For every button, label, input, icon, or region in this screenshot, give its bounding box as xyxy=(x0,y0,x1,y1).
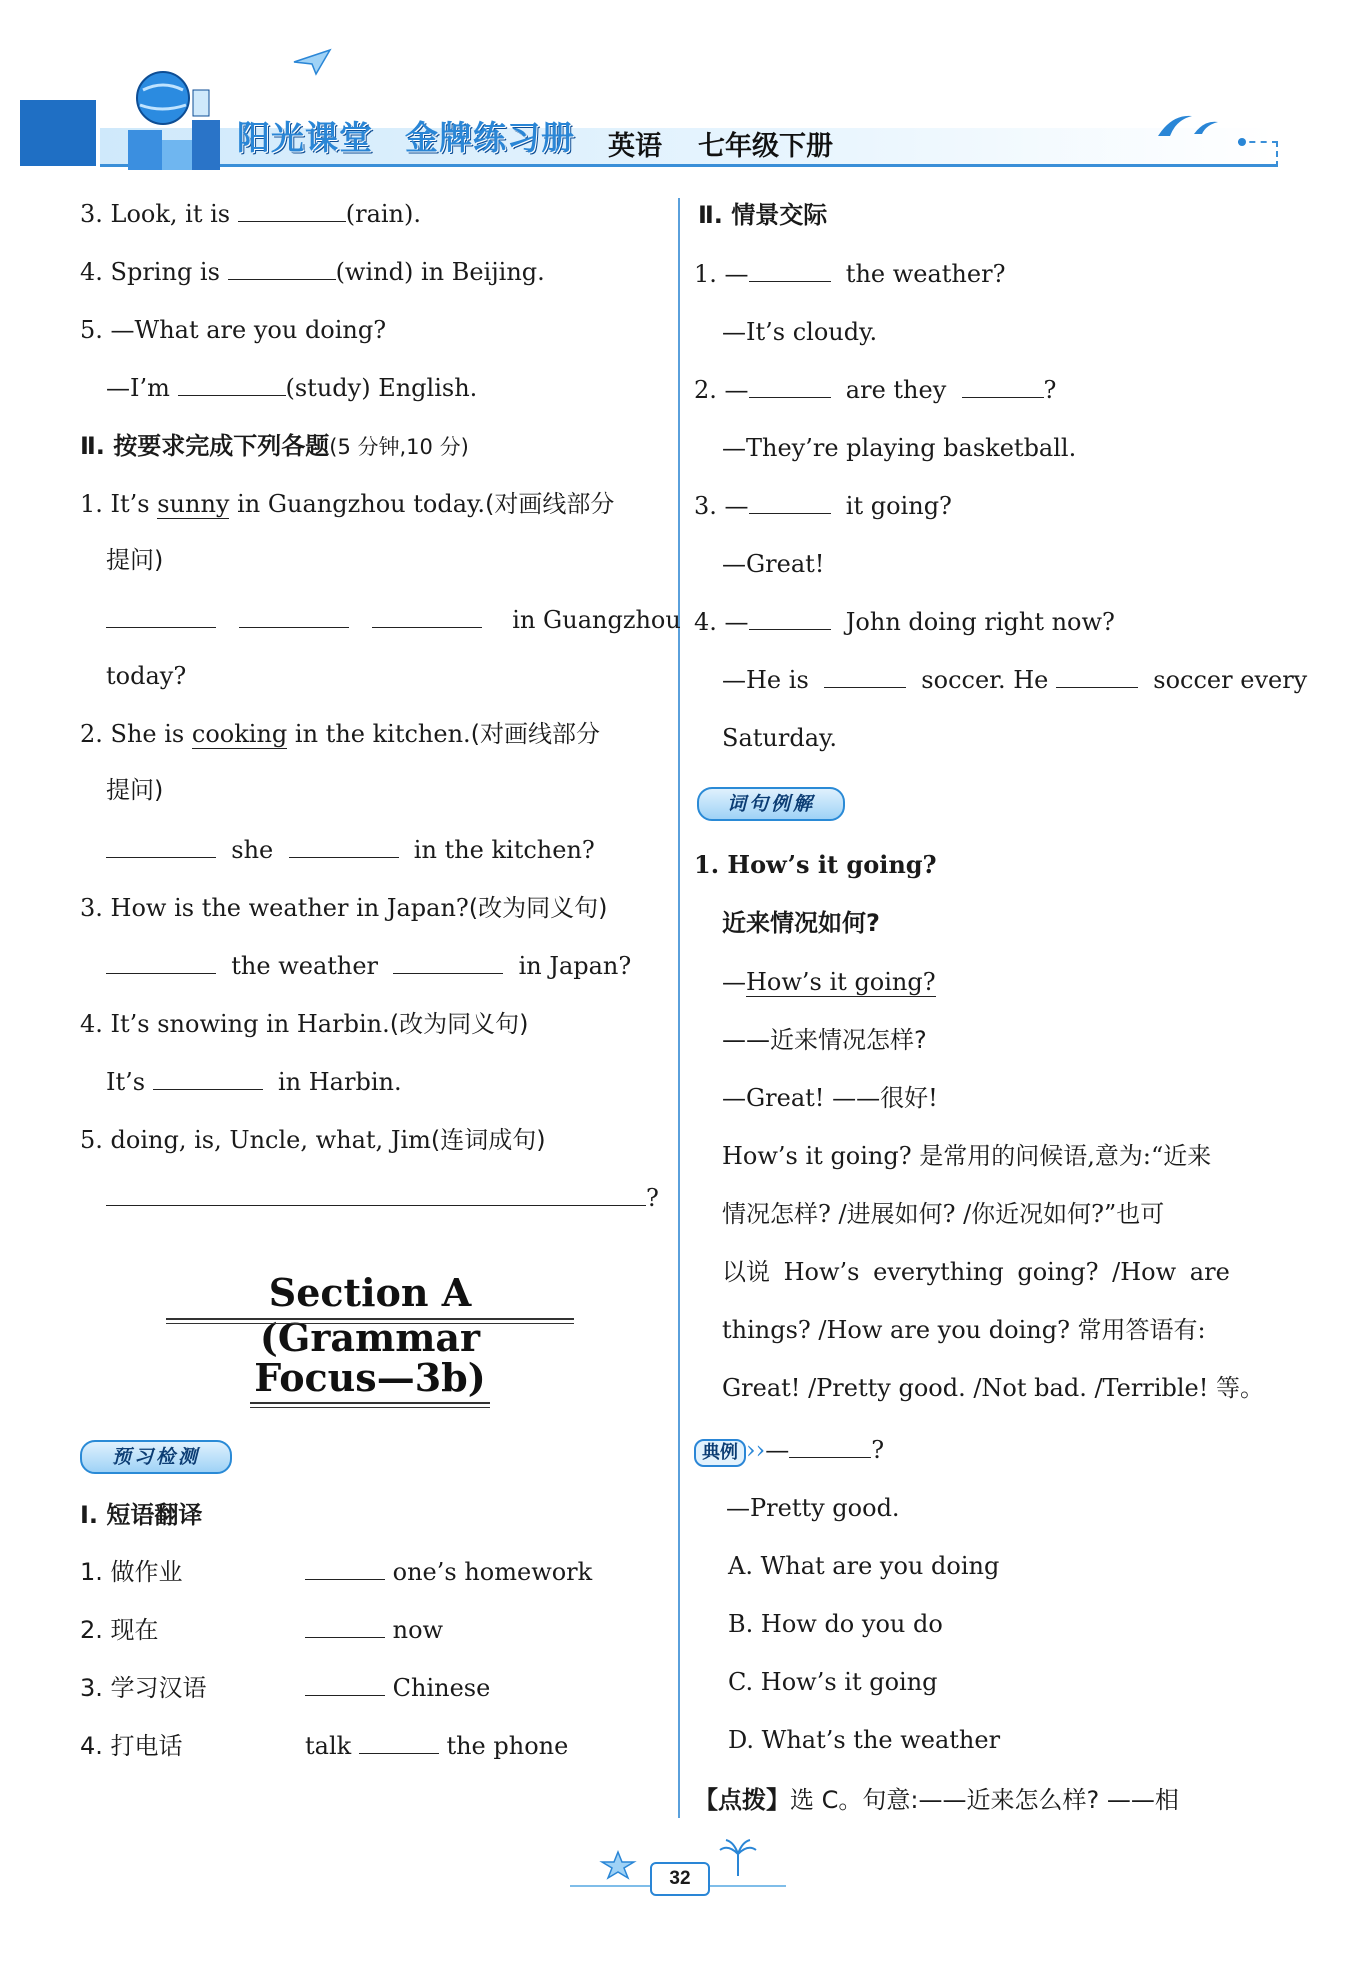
column-divider xyxy=(678,198,680,1818)
starfish-icon xyxy=(598,1850,638,1880)
line-l4: 4. Spring is (wind) in Beijing. xyxy=(80,258,545,286)
option-d: D. What’s the weather xyxy=(728,1726,1001,1754)
example-question: 典例 ››— ? xyxy=(694,1435,884,1467)
q1-answer-line: in Guangzhou xyxy=(106,605,681,635)
phrase-cn: 1. 做作业 xyxy=(80,1558,183,1586)
explanation-line-1: How’s it going? 是常用的问候语,意为:“近来 xyxy=(722,1142,1212,1170)
grade-label: 七年级下册 xyxy=(698,131,833,162)
explanation-line-2: 情况怎样? /进展如何? /你近况如何?”也可 xyxy=(722,1200,1165,1228)
line-l5b: —I’m (study) English. xyxy=(106,374,478,402)
example-tag: 典例 xyxy=(694,1439,746,1467)
explanation-line-5: Great! /Pretty good. /Not bad. /Terrible! 等。 xyxy=(722,1374,1265,1402)
d2-answer: —They’re playing basketball. xyxy=(722,434,1077,462)
q4-line: 4. It’s snowing in Harbin.(改为同义句) xyxy=(80,1010,529,1038)
q2-answer-line: she in the kitchen? xyxy=(106,835,595,865)
palm-icon xyxy=(718,1838,758,1878)
example-title-cn: 近来情况如何? xyxy=(722,909,880,937)
section-title-rule2 xyxy=(250,1402,490,1408)
phrase-en: Chinese xyxy=(305,1673,490,1703)
birds-icon xyxy=(1150,104,1250,148)
tip-line: 【点拨】选 C。句意:——近来怎么样? ——相 xyxy=(694,1786,1179,1814)
page-number-rule-left xyxy=(570,1885,650,1887)
header-accent-bar xyxy=(20,100,96,166)
q1-line: 1. It’s sunny in Guangzhou today.(对画线部分 xyxy=(80,490,615,518)
page-number-rule-right xyxy=(706,1885,786,1887)
explanation-line-3: 以说 How’s everything going? /How are xyxy=(722,1258,1230,1286)
phrase-en: one’s homework xyxy=(305,1557,592,1587)
header-dash-vertical xyxy=(1276,141,1278,167)
q4-answer-line: It’s in Harbin. xyxy=(106,1068,402,1096)
d3-question: 3. — it going? xyxy=(694,492,952,520)
phrase-cn: 2. 现在 xyxy=(80,1616,159,1644)
phrase-cn: 3. 学习汉语 xyxy=(80,1674,207,1702)
d1-question: 1. — the weather? xyxy=(694,260,1006,288)
phrase-en: talk the phone xyxy=(305,1732,569,1760)
line-l3: 3. Look, it is (rain). xyxy=(80,200,422,228)
example-dialog-1: —How’s it going? xyxy=(722,968,936,996)
brand-name-1: 阳光课堂 xyxy=(237,118,373,157)
word-explanation-tag: 词句例解 xyxy=(697,787,845,821)
d4-question: 4. — John doing right now? xyxy=(694,608,1115,636)
explanation-line-4: things? /How are you doing? 常用答语有: xyxy=(722,1316,1206,1344)
section-title-line2: Focus—3b) xyxy=(254,1355,486,1400)
q2-cn-cont: 提问) xyxy=(106,776,164,804)
phrase-cn: 4. 打电话 xyxy=(80,1732,183,1760)
section-title-line1: Section A (Grammar xyxy=(259,1270,481,1360)
example-dialog-3: —Great! ——很好! xyxy=(722,1084,938,1112)
q2-line: 2. She is cooking in the kitchen.(对画线部分 xyxy=(80,720,601,748)
subject-label: 英语 xyxy=(608,131,662,162)
q1-answer-cont: today? xyxy=(106,662,187,690)
d4-answer-cont: Saturday. xyxy=(722,724,837,752)
paper-plane-icon xyxy=(292,48,332,76)
q3-answer-line: the weather in Japan? xyxy=(106,951,631,981)
q3-line: 3. How is the weather in Japan?(改为同义句) xyxy=(80,894,608,922)
phrase-en: now xyxy=(305,1615,443,1645)
d4-answer: —He is soccer. He soccer every xyxy=(722,666,1308,694)
example-dialog-2: ——近来情况怎样? xyxy=(722,1026,927,1054)
option-c: C. How’s it going xyxy=(728,1668,938,1696)
dialog-section-heading: Ⅱ. 情景交际 xyxy=(698,201,828,229)
example-title: 1. How’s it going? xyxy=(694,850,937,879)
q5-line: 5. doing, is, Uncle, what, Jim(连词成句) xyxy=(80,1126,546,1154)
d1-answer: —It’s cloudy. xyxy=(722,318,878,346)
option-b: B. How do you do xyxy=(728,1610,943,1638)
q5-answer-line: ? xyxy=(106,1183,659,1213)
line-l5a: 5. —What are you doing? xyxy=(80,316,387,344)
section2-heading: Ⅱ. 按要求完成下列各题(5 分钟,10 分) xyxy=(80,432,469,460)
brand-name-2: 金牌练习册 xyxy=(405,118,575,157)
example-reply: —Pretty good. xyxy=(726,1494,900,1522)
q1-cn-cont: 提问) xyxy=(106,546,164,574)
header-underline xyxy=(100,164,1278,167)
globe-logo-icon xyxy=(108,60,228,170)
d3-answer: —Great! xyxy=(722,550,825,578)
option-a: A. What are you doing xyxy=(728,1552,1000,1580)
d2-question: 2. — are they ? xyxy=(694,376,1057,404)
preview-check-tag: 预习检测 xyxy=(80,1440,232,1474)
section-title-rule1 xyxy=(166,1318,574,1324)
phrase-section-heading: Ⅰ. 短语翻译 xyxy=(80,1501,203,1529)
page-number: 32 xyxy=(650,1862,710,1896)
